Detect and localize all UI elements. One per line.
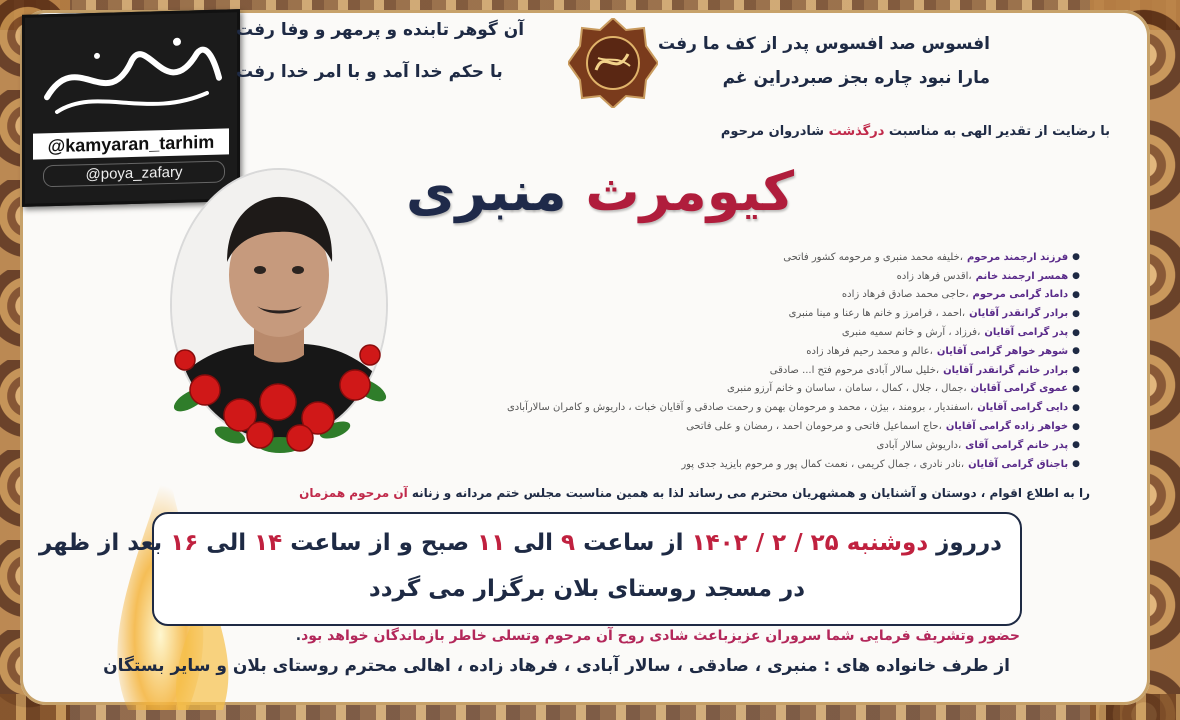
relative-names: خلیفه محمد منبری و مرحومه کشور فاتحی xyxy=(783,251,960,263)
relative-row xyxy=(460,417,1080,436)
relative-row xyxy=(460,380,1080,399)
ceremony-text-4: الی xyxy=(198,530,255,556)
bullet-icon: ● xyxy=(1072,459,1080,470)
relative-names: نادر نادری ، جمال کریمی ، نعمت کمال پور و مرحوم بایزید جدی پور xyxy=(681,458,961,470)
bullet-icon: ● xyxy=(1072,346,1080,357)
relative-names: اسفندیار ، برومند ، بیژن ، محمد و مرحومان بهمن و رحمت صادقی و آقایان خبات ، داریوش و کامران سالارآبادی xyxy=(506,402,970,414)
relatives-list xyxy=(460,248,1080,474)
relative-title: عموی گرامی آقایان xyxy=(970,383,1069,395)
relative-row xyxy=(460,436,1080,455)
calligraphy-emblem-icon xyxy=(568,18,658,108)
relative-names: احمد ، فرامرز و خانم ها رعنا و مینا منبری xyxy=(788,308,962,320)
notice-line xyxy=(299,486,1090,500)
rose-wreath-icon xyxy=(160,330,400,465)
ceremony-hour-2: ۱۱ xyxy=(477,530,506,556)
relative-title: باجناق گرامی آقایان xyxy=(968,458,1069,470)
ceremony-hour-4: ۱۶ xyxy=(170,530,199,556)
relative-separator: ، xyxy=(961,308,966,320)
relative-names: عالم و محمد رحیم فرهاد زاده xyxy=(806,345,930,357)
deceased-last-name: منبری xyxy=(405,160,567,223)
calligraphy-logo-icon xyxy=(37,23,225,128)
relative-separator: ، xyxy=(965,289,969,301)
relative-row xyxy=(460,286,1080,305)
poem-left-line-2: با حکم خدا آمد و با امر خدا رفت xyxy=(236,62,503,82)
handle-secondary: @poya_zafary xyxy=(43,161,225,188)
relative-title: برادر گرانقدر آقایان xyxy=(969,308,1069,320)
bullet-icon: ● xyxy=(1072,327,1080,338)
relative-row xyxy=(460,361,1080,380)
relative-row xyxy=(460,398,1080,417)
ceremony-location: در مسجد روستای بلان برگزار می گردد xyxy=(368,576,806,602)
relative-separator: ، xyxy=(977,327,981,339)
ceremony-hour-1: ۹ xyxy=(561,530,576,556)
handle-primary: @kamyaran_tarhim xyxy=(33,128,229,159)
attendance-line xyxy=(296,628,1020,644)
intro-line xyxy=(721,124,1110,139)
poem-left-line-1: آن گوهر تابنده و پرمهر و وفا رفت xyxy=(236,20,525,40)
relative-separator: ، xyxy=(959,251,963,263)
relative-names: خلیل سالار آبادی مرحوم فتح ا... صادقی xyxy=(769,364,936,376)
bullet-icon: ● xyxy=(1072,421,1080,432)
relative-row xyxy=(460,455,1080,474)
attendance-dot: . xyxy=(295,628,302,644)
relative-row xyxy=(460,267,1080,286)
relative-title: فرزند ارجمند مرحوم xyxy=(966,251,1069,263)
bullet-icon: ● xyxy=(1072,402,1080,413)
bullet-icon: ● xyxy=(1072,271,1080,282)
relative-separator: ، xyxy=(963,383,967,395)
relative-title: شوهر خواهر گرامی آقایان xyxy=(936,345,1069,357)
relative-row xyxy=(460,248,1080,267)
relative-row xyxy=(460,304,1080,323)
relative-title: دایی گرامی آقایان xyxy=(977,402,1069,414)
relative-names: داریوش سالار آبادی xyxy=(876,439,958,451)
ceremony-prefix: درروز xyxy=(928,530,1002,556)
relative-separator: ، xyxy=(935,364,940,376)
relative-names: جمال ، جلال ، کمال ، سامان ، ساسان و خانم آرزو منبری xyxy=(726,383,964,395)
relative-separator: ، xyxy=(969,402,974,414)
relative-separator: ، xyxy=(968,270,972,282)
poem-right-line-2: مارا نبود چاره بجز صبردراین غم xyxy=(722,68,990,88)
ceremony-hour-3: ۱۴ xyxy=(254,530,283,556)
relative-row xyxy=(460,342,1080,361)
channel-logo-badge xyxy=(22,9,240,207)
ceremony-text-1: از ساعت xyxy=(575,530,684,556)
ceremony-date: ۲۵ / ۲ / ۱۴۰۲ xyxy=(683,530,847,556)
ceremony-box xyxy=(39,512,1022,626)
relative-separator: ، xyxy=(960,458,965,470)
relative-names: فرزاد ، آرش و خانم سمیه منبری xyxy=(841,327,978,339)
attendance-text: حضور وتشریف فرمایی شما سروران عزیزباعث شادی روح آن مرحوم وتسلی خاطر بازماندگان خواهد بود xyxy=(301,628,1020,644)
relative-names: اقدس فرهاد زاده xyxy=(896,270,969,282)
relative-title: داماد گرامی مرحوم xyxy=(972,289,1069,301)
ceremony-text-3: صبح و از ساعت xyxy=(282,530,478,556)
deceased-name xyxy=(390,160,810,223)
relative-title: همسر ارجمند خانم xyxy=(975,270,1069,282)
relative-title: پدر خانم گرامی آقای xyxy=(965,439,1069,451)
notice-text: را به اطلاع اقوام ، دوستان و آشنایان و همشهریان محترم می رساند لذا به همین مناسبت مجلس ختم مردانه و زنانه xyxy=(407,486,1090,500)
intro-text-after: شادروان مرحوم xyxy=(720,124,829,139)
relative-title: خواهر زاده گرامی آقایان xyxy=(945,421,1069,433)
relative-row xyxy=(460,323,1080,342)
bullet-icon: ● xyxy=(1072,289,1080,300)
relative-title: پدر گرامی آقایان xyxy=(984,327,1069,339)
ceremony-text-2: الی xyxy=(505,530,562,556)
footer-families: از طرف خانواده های : منبری ، صادقی ، سالار آبادی ، فرهاد زاده ، اهالی محترم روستای بلان و سایر بستگان xyxy=(103,656,1010,676)
relative-separator: ، xyxy=(929,345,933,357)
relative-names: حاجی محمد صادق فرهاد زاده xyxy=(841,289,966,301)
relative-title: برادر خانم گرانقدر آقایان xyxy=(943,364,1069,376)
intro-text-before: با رضایت از تقدیر الهی به مناسبت xyxy=(884,124,1110,139)
relative-separator: ، xyxy=(957,439,962,451)
ceremony-suffix: بعد از ظهر xyxy=(39,530,171,556)
bullet-icon: ● xyxy=(1072,252,1080,263)
relative-names: حاج اسماعیل فاتحی و مرحومان احمد ، رمضان و علی فاتحی xyxy=(686,421,939,433)
bullet-icon: ● xyxy=(1072,383,1080,394)
notice-highlight: آن مرحوم همزمان xyxy=(299,486,408,500)
bullet-icon: ● xyxy=(1072,365,1080,376)
bullet-icon: ● xyxy=(1072,308,1080,319)
intro-highlight: درگذشت xyxy=(828,124,885,139)
ceremony-day: دوشنبه xyxy=(846,530,929,556)
ceremony-date-time xyxy=(39,530,1002,556)
bullet-icon: ● xyxy=(1072,440,1080,451)
poem-right-line-1: افسوس صد افسوس پدر از کف ما رفت xyxy=(658,34,990,54)
relative-separator: ، xyxy=(938,421,942,433)
deceased-first-name: کیومرث xyxy=(585,160,794,223)
